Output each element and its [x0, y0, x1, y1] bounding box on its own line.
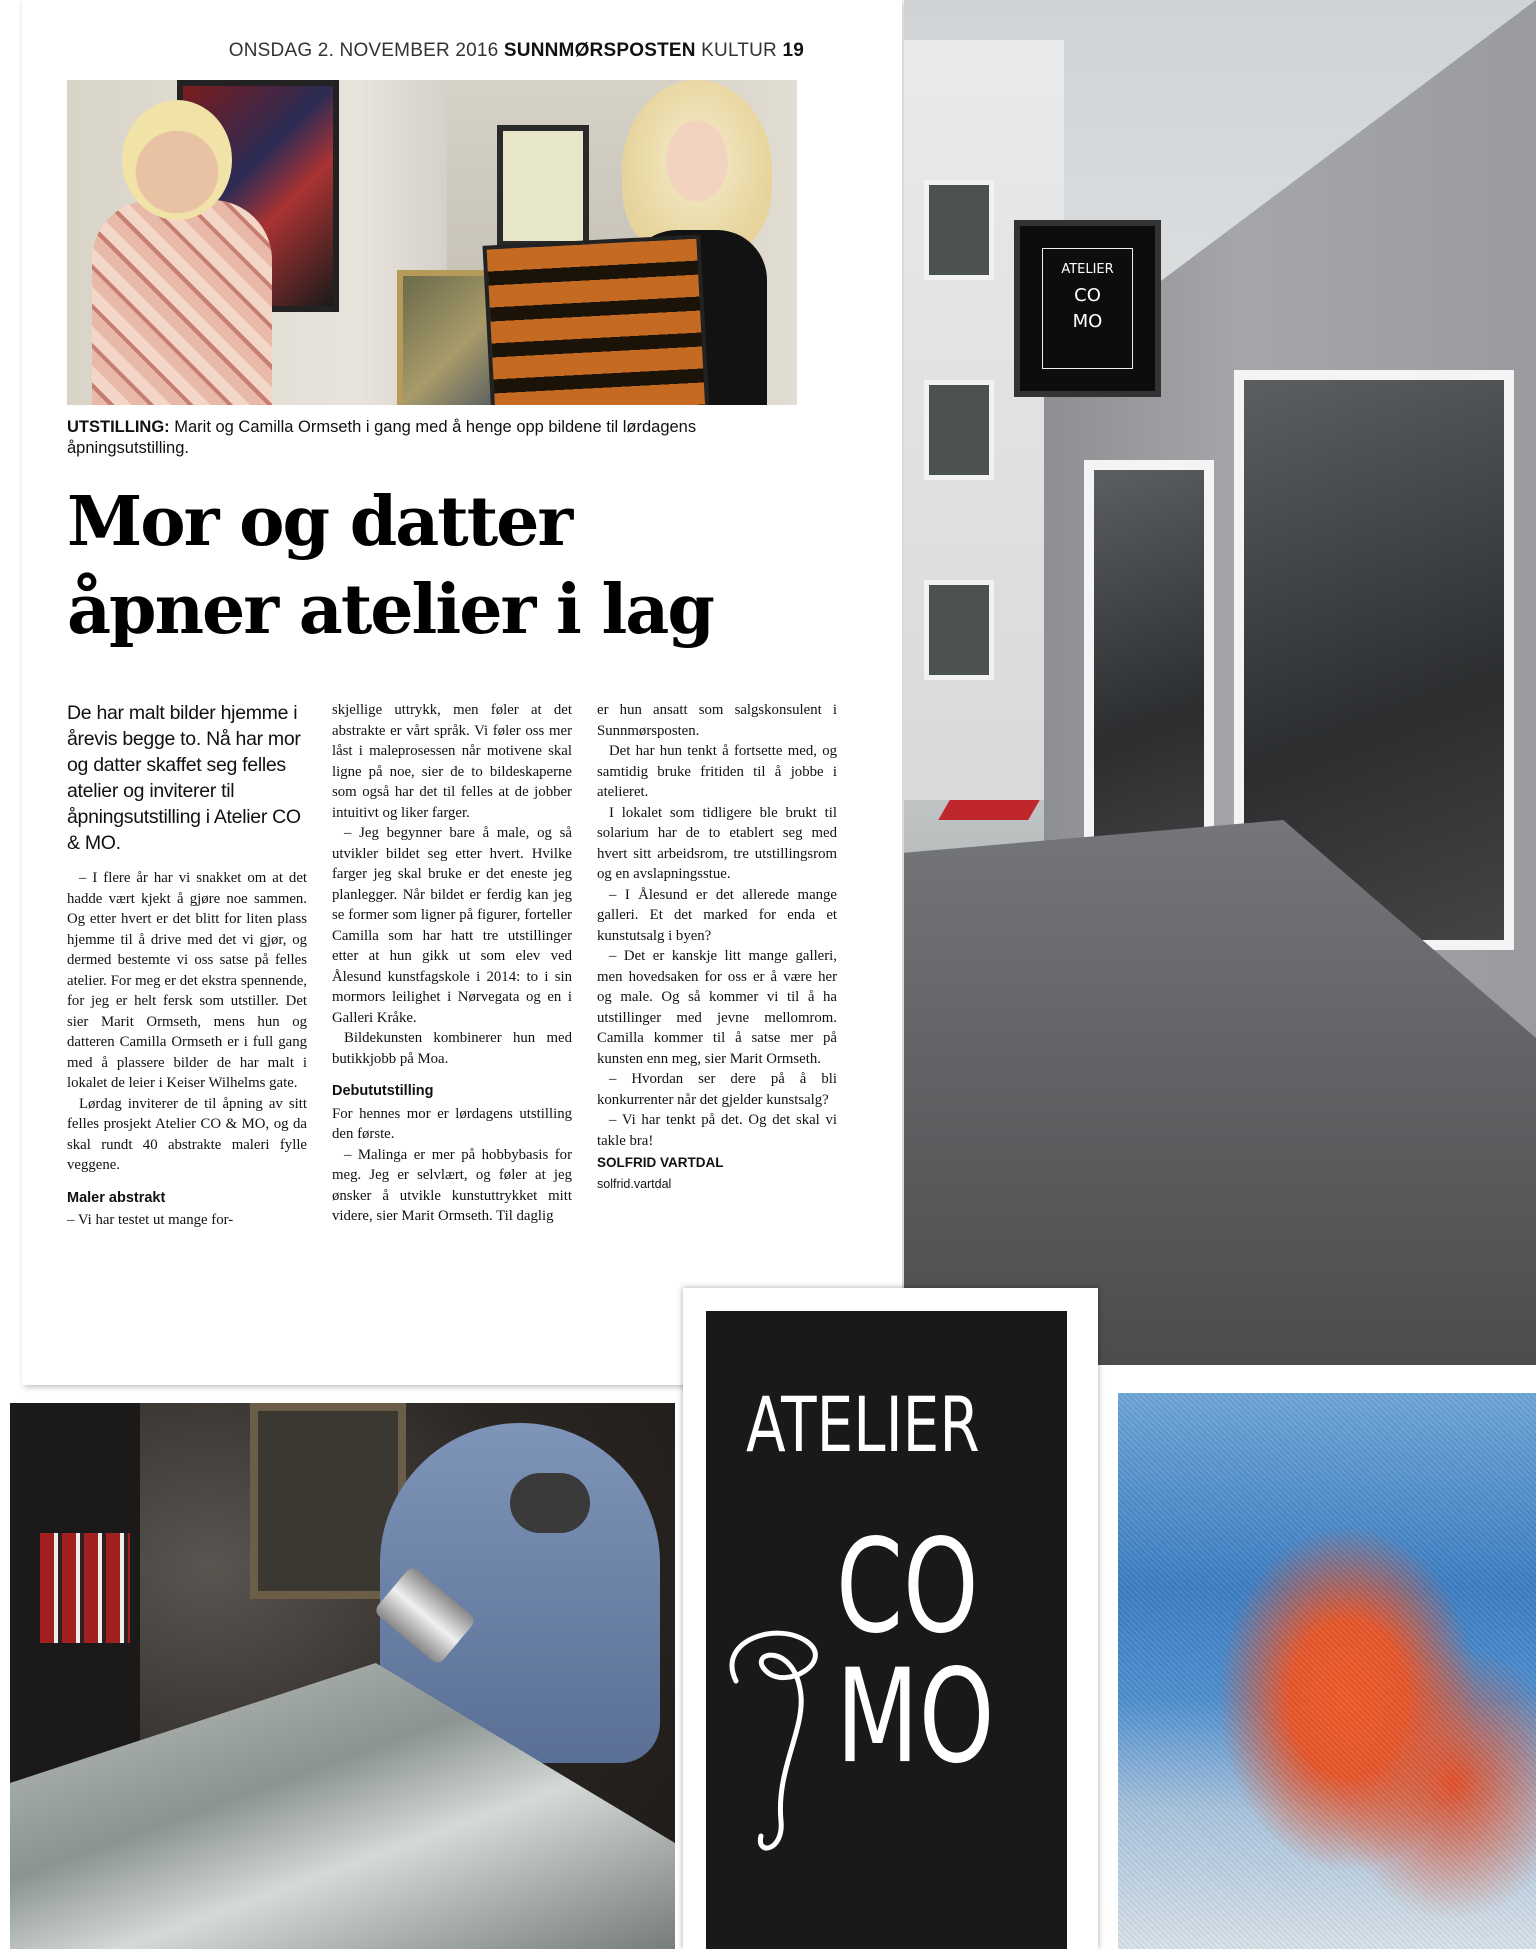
header-publication: SUNNMØRSPOSTEN — [503, 40, 696, 61]
paragraph: Det har hun tenkt å fortsette med, og samtidig bruke fritiden til å jobbe i atelieret. — [597, 743, 837, 800]
logo-word-mo: MO — [836, 1641, 995, 1793]
storefront-photo — [904, 0, 1536, 1365]
paragraph: skjellige uttrykk, men føler at det abstrakte er vårt språk. Vi føler oss mer låst i maleprosessen når motivene skal ligne på noe, sier de to bildeskaperne som også har det til felles at de jobber intuitivt og liker farger. — [332, 702, 572, 821]
logo-word-atelier: ATELIER — [746, 1381, 980, 1470]
logo-word-co: CO — [836, 1511, 979, 1663]
spray-painting-photo — [10, 1403, 675, 1949]
header-page-number: 19 — [782, 40, 804, 61]
paragraph: For hennes mor er lørdagens utstilling den første. — [332, 1105, 572, 1142]
subheading: Maler abstrakt — [67, 1189, 166, 1206]
byline-email: solfrid.vartdal — [597, 1176, 672, 1191]
article-body — [67, 700, 857, 1370]
header-section: KULTUR — [701, 40, 777, 61]
subheading: Debututstilling — [332, 1083, 434, 1099]
paragraph: – Det er kanskje litt mange galleri, men hovedsaken for oss er å være her og male. Og så kommer vi til å ha utstillinger med jevne mellomrom. Camilla kommer til å satse mer på kunsten enn meg, sier Marit Ormseth. — [597, 948, 837, 1067]
paragraph: – I Ålesund er det allerede mange galleri. Et det marked for enda et kunstutsalg i byen? — [597, 886, 837, 944]
paragraph: Bildekunsten kombinerer hun med butikkjobb på Moa. — [332, 1030, 572, 1067]
article-headline — [67, 478, 827, 654]
paragraph: Lørdag inviterer de til åpning av sitt felles prosjekt Atelier CO & MO, og da skal rundt 40 abstrakte maleri fylle veggene. — [67, 1095, 307, 1173]
shop-sign — [1014, 220, 1161, 397]
page-header — [229, 40, 804, 62]
header-date: ONSDAG 2. NOVEMBER 2016 — [228, 40, 499, 61]
ampersand-flourish-icon — [706, 1601, 836, 1861]
paragraph: er hun ansatt som salgskonsulent i Sunnmørsposten. — [597, 702, 837, 739]
article-column-2 — [332, 700, 572, 1227]
article-photo — [67, 80, 797, 405]
byline: SOLFRID VARTDAL — [597, 1155, 724, 1170]
shop-sign-line-3: MO — [1072, 311, 1103, 332]
paragraph: – I flere år har vi snakket om at det hadde vært kjekt å gjøre noe sammen. Og etter hvert er det blitt for liten plass hjemme til å drive med det vi gjør, og dermed bestemte vi oss satse på felles atelier. For meg er det ekstra spennende, for jeg er helt fersk som utstiller. Det sier Marit Ormseth, mens hun og datteren Camilla Ormseth er i full gang med å plassere bilder de har malt i lokalet de leier i Keiser Wilhelms gate. — [67, 870, 307, 1091]
article-column-3 — [597, 700, 837, 1194]
article-lead: De har malt bilder hjemme i årevis begge to. Nå har mor og datter skaffet seg felles atelier og inviterer til åpningsutstilling i Atelier CO & MO. — [67, 702, 301, 854]
paragraph: – Vi har tenkt på det. Og det skal vi takle bra! — [597, 1112, 837, 1149]
headline-line-2: åpner atelier i lag — [67, 570, 713, 650]
headline-line-1: Mor og datter — [67, 482, 572, 562]
photo-caption — [67, 417, 777, 459]
atelier-logo-panel — [683, 1288, 1098, 1949]
paragraph: – Jeg begynner bare å male, og så utvikler bildet seg etter hvert. Hvilke farger jeg skal bruke er det eneste jeg planlegger. Når bildet er ferdig kan jeg se former som ligner på figurer, forteller Camilla som har hatt tre utstillinger etter at hun gikk ut som elev ved Ålesund kunstfagskole i 2014: to i sin mormors leilighet i Nørvegata og en i Galleri Kråke. — [332, 825, 572, 1026]
paragraph: – Hvordan ser dere på å bli konkurrenter når det gjelder kunstsalg? — [597, 1071, 837, 1108]
paragraph: – Vi har testet ut mange for- — [67, 1212, 234, 1228]
caption-label: UTSTILLING: — [67, 418, 170, 436]
paragraph: – Malinga er mer på hobbybasis for meg. Jeg er selvlært, og føler at jeg ønsker å utvikle kunstuttrykket mitt videre, sier Marit Ormseth. Til daglig — [332, 1146, 572, 1224]
abstract-painting-photo — [1118, 1393, 1536, 1949]
newspaper-clipping — [22, 0, 902, 1385]
logo-background — [706, 1311, 1067, 1949]
caption-text: Marit og Camilla Ormseth i gang med å henge opp bildene til lørdagens åpningsutstilling. — [67, 418, 697, 457]
paragraph: I lokalet som tidligere ble brukt til solarium har de to etablert seg med hvert sitt arbeidsrom, tre utstillingsrom og en avslapningsstue. — [597, 804, 837, 882]
shop-sign-line-1: ATELIER — [1061, 262, 1114, 277]
article-column-1 — [67, 700, 307, 1231]
shop-sign-line-2: CO — [1074, 285, 1101, 306]
